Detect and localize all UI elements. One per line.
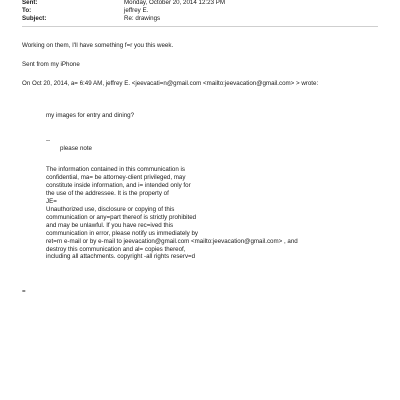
subject-row — [22, 15, 160, 23]
disclaimer-line: confidential, ma= be attorney-client privileged, may — [46, 173, 186, 181]
disclaimer-line: The information contained in this communication is — [46, 166, 185, 173]
sent-row — [22, 0, 225, 7]
disclaimer-line: communication in error, please notify us immediately by — [46, 229, 199, 237]
reply-line: Working on them, I'll have something f=r you this week. — [22, 42, 174, 49]
header-divider — [22, 26, 378, 27]
sent-label: Sent: — [22, 0, 38, 6]
subject-value: Re: drawings — [124, 15, 161, 22]
disclaimer-line: ret=rn e-mail or by e-mail to jeevacation@gmail.com <mailto:jeevacation@gmail.com> , and — [46, 237, 298, 245]
signature-separator: -- — [46, 137, 51, 144]
attribution-line: On Oct 20, 2014, a= 6:49 AM, jeffrey E. <jeevacati=n@gmail.com <mailto:jeevacation@gmail.com> > wrote: — [22, 80, 319, 87]
disclaimer-line: and may be unlawful. If you have rec=ived this — [46, 221, 174, 229]
disclaimer-line: constitute inside information, and i= intended only for — [46, 181, 191, 189]
quoted-request — [46, 112, 134, 120]
disclaimer-line: destroy this communication and al= copies thereof, — [46, 245, 186, 253]
disclaimer-line: including all attachments. copyright -all rights reserv=d — [46, 253, 196, 261]
to-row — [22, 7, 148, 15]
confidentiality-disclaimer — [46, 166, 366, 261]
trailing-mark: = — [22, 288, 26, 295]
disclaimer-line: communication or any=part thereof is strictly prohibited — [46, 213, 197, 221]
disclaimer-line: Unauthorized use, disclosure or copying of this — [46, 205, 175, 213]
please-note-line: please note — [60, 145, 92, 152]
to-value: jeffrey E. — [124, 7, 149, 14]
subject-label: Subject: — [22, 15, 47, 22]
signature-line: Sent from my iPhone — [22, 61, 80, 68]
request-line: my images for entry and dining? — [46, 112, 135, 119]
disclaimer-line: the use of the addressee. It is the property of — [46, 189, 169, 197]
sent-value: Monday, October 20, 2014 12:23 PM — [124, 0, 226, 6]
to-label: To: — [22, 7, 32, 14]
disclaimer-line: JE= — [46, 197, 57, 205]
